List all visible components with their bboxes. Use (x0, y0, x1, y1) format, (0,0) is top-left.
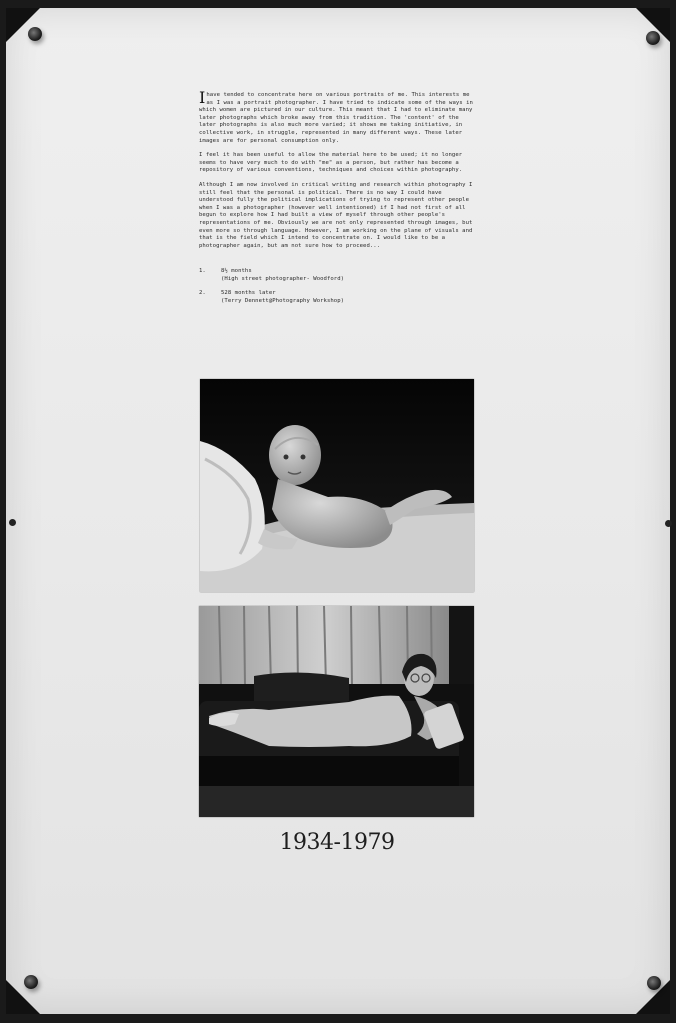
caption-number: 1. (199, 268, 206, 275)
pin-hole (9, 519, 16, 526)
pin-icon (646, 31, 660, 45)
date-range-label: 1934-1979 (279, 830, 395, 855)
pin-icon (24, 975, 38, 989)
essay-text (199, 88, 479, 313)
caption-age: 8½ months (221, 268, 252, 275)
caption-credit: (High street photographer- Woodford) (221, 275, 345, 282)
photo-woman-portrait (199, 606, 474, 817)
pin-hole (665, 520, 672, 527)
essay-paragraph: Although I am now involved in critical writing and research within photography I still feel that the personal is political. There is no way I could have understood fully the political implications of trying to represent other people when I was a photographer (however well intentioned) if I had not first of all begun to explore how I had built a view of myself through other people's representations of me. Obviously we are not only represented through images, but even more so through language. However, I am working on the plane of visuals and that is the field which I intend to concentrate on. I would like to be a photographer again, but am not sure how to proceed... (199, 181, 473, 249)
caption-number: 2. (199, 290, 206, 297)
caption-item (199, 268, 479, 283)
pin-icon (28, 27, 42, 41)
pin-icon (647, 976, 661, 990)
essay-paragraph: I feel it has been useful to allow the material here to be used; it no longer seems to have very much to do with "me" as a person, but rather has become a repository of various conventions, techniques and choices within photography. (199, 152, 463, 174)
photo-baby-portrait (200, 379, 474, 592)
photo-captions (199, 268, 479, 305)
caption-credit: (Terry Dennett@Photography Workshop) (221, 298, 345, 305)
essay-paragraph: Ihave tended to concentrate here on various portraits of me. This interests me as I was a portrait photographer. I have tried to indicate some of the ways in which women are pictured in our culture. This meant that I had to eliminate many later photographs which broke away from this tradition. The 'content' of the later photographs is also much more varied; it shows me taking initiative, in collective work, in struggle, represented in many different ways. These later images are for personal consumption only. (199, 88, 473, 144)
caption-age: 528 months later (221, 290, 276, 297)
drop-cap: I (199, 88, 206, 107)
caption-item (199, 290, 479, 305)
